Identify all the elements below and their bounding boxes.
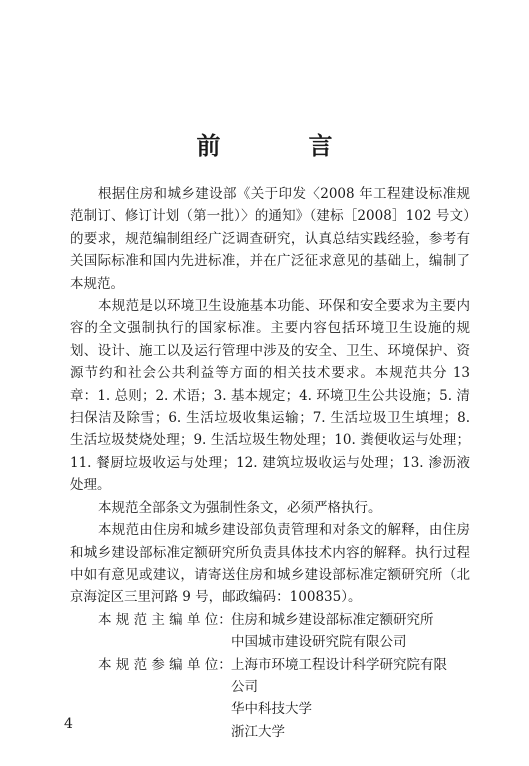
co-editor-label: 本 规 范 参 编 单 位：	[98, 656, 232, 673]
chief-editor-label: 本 规 范 主 编 单 位：	[98, 611, 232, 628]
preface-body	[70, 183, 470, 743]
co-editor-unit: 浙江大学	[231, 723, 285, 740]
chief-editor-list	[231, 609, 470, 654]
paragraph-compilation-basis: 根据住房和城乡建设部《关于印发〈2008 年工程建设标准规范制订、修订计划（第一批）〉的通知》（建标［2008］102 号文）的要求，规范编制组经广泛调查研究，认真总结实践经验，参考有关国际标准和国内先进标准，并在广泛征求意见的基础上，编制了本规范。	[70, 186, 470, 292]
paragraph-mandatory: 本规范全部条文为强制性条文，必须严格执行。	[98, 499, 382, 516]
chief-editor-unit: 住房和城乡建设部标准定额研究所	[231, 611, 434, 628]
paragraph-management: 本规范由住房和城乡建设部负责管理和对条文的解释，由住房和城乡建设部标准定额研究所负责具体技术内容的解释。执行过程中如有意见或建议，请寄送住房和城乡建设部标准定额研究所（北京海淀区三里河路 9 号，邮政编码：100835）。	[70, 522, 470, 606]
chief-editor-unit: 中国城市建设研究院有限公司	[231, 634, 407, 651]
page-title: 前 言	[196, 131, 365, 160]
co-editor-unit: 华中科技大学	[231, 701, 312, 718]
co-editor-units	[70, 654, 470, 744]
paragraph-scope: 本规范是以环境卫生设施基本功能、环保和安全要求为主要内容的全文强制执行的国家标准。主要内容包括环境卫生设施的规划、设计、施工以及运行管理中涉及的安全、卫生、环境保护、资源节约和社会公共利益等方面的相关技术要求。本规范共分 13 章：1. 总则；2. 术语；3. 基本规定；4. 环境卫生公共设施；5. 清扫保洁及除雪；6. 生活垃圾收集运输；7. 生活垃圾卫生填埋；8. 生活垃圾焚烧处理；9. 生活垃圾生物处理；10. 粪便收运与处理；11. 餐厨垃圾收运与处理；12. 建筑垃圾收运与处理；13. 渗沥液处理。	[70, 298, 470, 494]
co-editor-unit: 上海市环境工程设计科学研究院有限	[231, 656, 447, 673]
co-editor-unit: 公司	[231, 678, 258, 695]
page-number: 4	[64, 716, 73, 732]
co-editor-list	[231, 654, 470, 744]
chief-editor-units	[70, 609, 470, 654]
